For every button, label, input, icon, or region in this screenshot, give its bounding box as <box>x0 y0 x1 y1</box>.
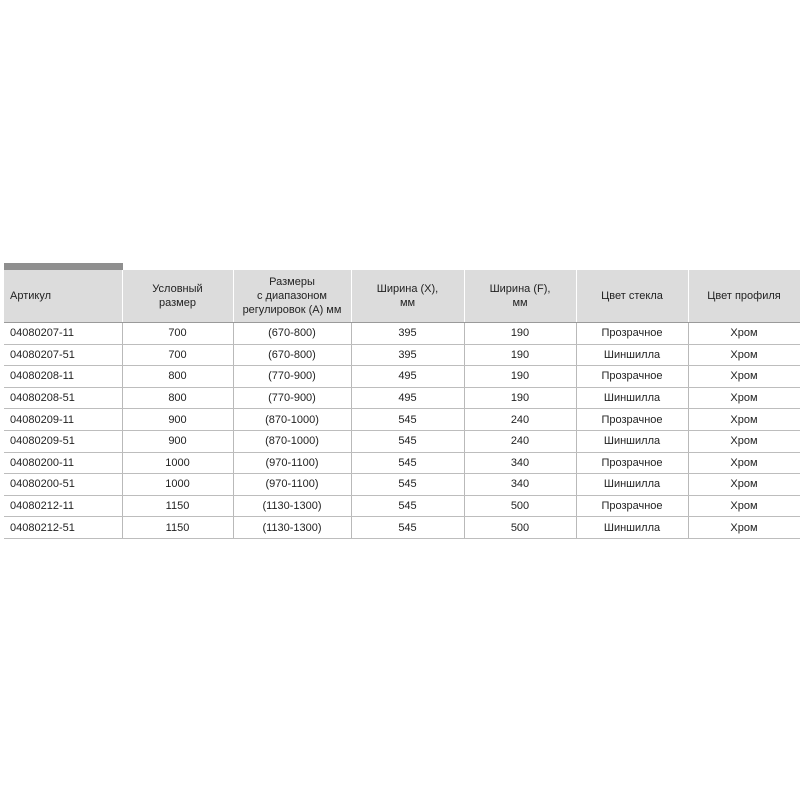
table-row <box>4 366 800 388</box>
glass-color-cell: Прозрачное <box>576 323 688 345</box>
article-cell: 04080200-11 <box>4 452 122 474</box>
width-f-cell: 190 <box>464 344 576 366</box>
profile-color-cell: Хром <box>688 366 800 388</box>
table-row <box>4 495 800 517</box>
width-x-cell: 545 <box>351 474 464 496</box>
nominal-size-cell: 1000 <box>122 452 233 474</box>
width-f-cell: 190 <box>464 323 576 345</box>
nominal-size-cell: 700 <box>122 323 233 345</box>
article-cell: 04080207-51 <box>4 344 122 366</box>
width-x-cell: 545 <box>351 495 464 517</box>
dimensions-range-cell: (970-1100) <box>233 474 351 496</box>
table-row <box>4 517 800 539</box>
dimensions-range-cell: (770-900) <box>233 366 351 388</box>
table-row <box>4 452 800 474</box>
width-x-cell: 545 <box>351 517 464 539</box>
nominal-size-cell: 900 <box>122 409 233 431</box>
article-cell: 04080209-11 <box>4 409 122 431</box>
glass-color-cell: Прозрачное <box>576 366 688 388</box>
nominal-size-cell: 1150 <box>122 517 233 539</box>
glass-color-cell: Шиншилла <box>576 517 688 539</box>
dimensions-range-cell: (670-800) <box>233 323 351 345</box>
table-row <box>4 474 800 496</box>
nominal-size-cell: 700 <box>122 344 233 366</box>
article-cell: 04080209-51 <box>4 430 122 452</box>
profile-color-header: Цвет профиля <box>688 270 800 323</box>
glass-color-cell: Шиншилла <box>576 474 688 496</box>
article-header: Артикул <box>4 270 122 323</box>
table-row <box>4 430 800 452</box>
profile-color-cell: Хром <box>688 409 800 431</box>
width-x-cell: 545 <box>351 409 464 431</box>
specification-table <box>4 270 800 539</box>
nominal-size-cell: 900 <box>122 430 233 452</box>
width-x-cell: 545 <box>351 452 464 474</box>
profile-color-cell: Хром <box>688 452 800 474</box>
width-f-cell: 190 <box>464 387 576 409</box>
glass-color-cell: Прозрачное <box>576 495 688 517</box>
dimensions-range-cell: (870-1000) <box>233 409 351 431</box>
width-f-cell: 240 <box>464 430 576 452</box>
width-x-header: Ширина (Х), мм <box>351 270 464 323</box>
dimensions-range-cell: (970-1100) <box>233 452 351 474</box>
nominal-size-cell: 800 <box>122 366 233 388</box>
glass-color-cell: Шиншилла <box>576 344 688 366</box>
width-x-cell: 495 <box>351 366 464 388</box>
table-row <box>4 344 800 366</box>
width-x-cell: 395 <box>351 323 464 345</box>
glass-color-cell: Шиншилла <box>576 430 688 452</box>
dimensions-range-cell: (1130-1300) <box>233 517 351 539</box>
table-row <box>4 323 800 345</box>
article-cell: 04080212-51 <box>4 517 122 539</box>
width-f-cell: 190 <box>464 366 576 388</box>
width-x-cell: 395 <box>351 344 464 366</box>
glass-color-cell: Шиншилла <box>576 387 688 409</box>
width-f-cell: 340 <box>464 452 576 474</box>
table-row <box>4 409 800 431</box>
article-cell: 04080208-51 <box>4 387 122 409</box>
profile-color-cell: Хром <box>688 474 800 496</box>
nominal-size-cell: 1000 <box>122 474 233 496</box>
dimensions-range-header: Размеры с диапазоном регулировок (А) мм <box>233 270 351 323</box>
glass-color-header: Цвет стекла <box>576 270 688 323</box>
table-header <box>4 270 800 323</box>
article-cell: 04080207-11 <box>4 323 122 345</box>
width-f-cell: 240 <box>464 409 576 431</box>
dimensions-range-cell: (1130-1300) <box>233 495 351 517</box>
article-cell: 04080212-11 <box>4 495 122 517</box>
nominal-size-header: Условный размер <box>122 270 233 323</box>
dimensions-range-cell: (870-1000) <box>233 430 351 452</box>
width-f-cell: 500 <box>464 495 576 517</box>
profile-color-cell: Хром <box>688 430 800 452</box>
width-f-cell: 500 <box>464 517 576 539</box>
table-row <box>4 387 800 409</box>
dimensions-range-cell: (770-900) <box>233 387 351 409</box>
article-cell: 04080208-11 <box>4 366 122 388</box>
glass-color-cell: Прозрачное <box>576 452 688 474</box>
nominal-size-cell: 800 <box>122 387 233 409</box>
width-f-cell: 340 <box>464 474 576 496</box>
width-x-cell: 545 <box>351 430 464 452</box>
profile-color-cell: Хром <box>688 323 800 345</box>
dimensions-range-cell: (670-800) <box>233 344 351 366</box>
glass-color-cell: Прозрачное <box>576 409 688 431</box>
profile-color-cell: Хром <box>688 517 800 539</box>
table-body <box>4 323 800 539</box>
header-row <box>4 270 800 323</box>
article-cell: 04080200-51 <box>4 474 122 496</box>
profile-color-cell: Хром <box>688 495 800 517</box>
width-f-header: Ширина (F), мм <box>464 270 576 323</box>
profile-color-cell: Хром <box>688 344 800 366</box>
nominal-size-cell: 1150 <box>122 495 233 517</box>
profile-color-cell: Хром <box>688 387 800 409</box>
width-x-cell: 495 <box>351 387 464 409</box>
